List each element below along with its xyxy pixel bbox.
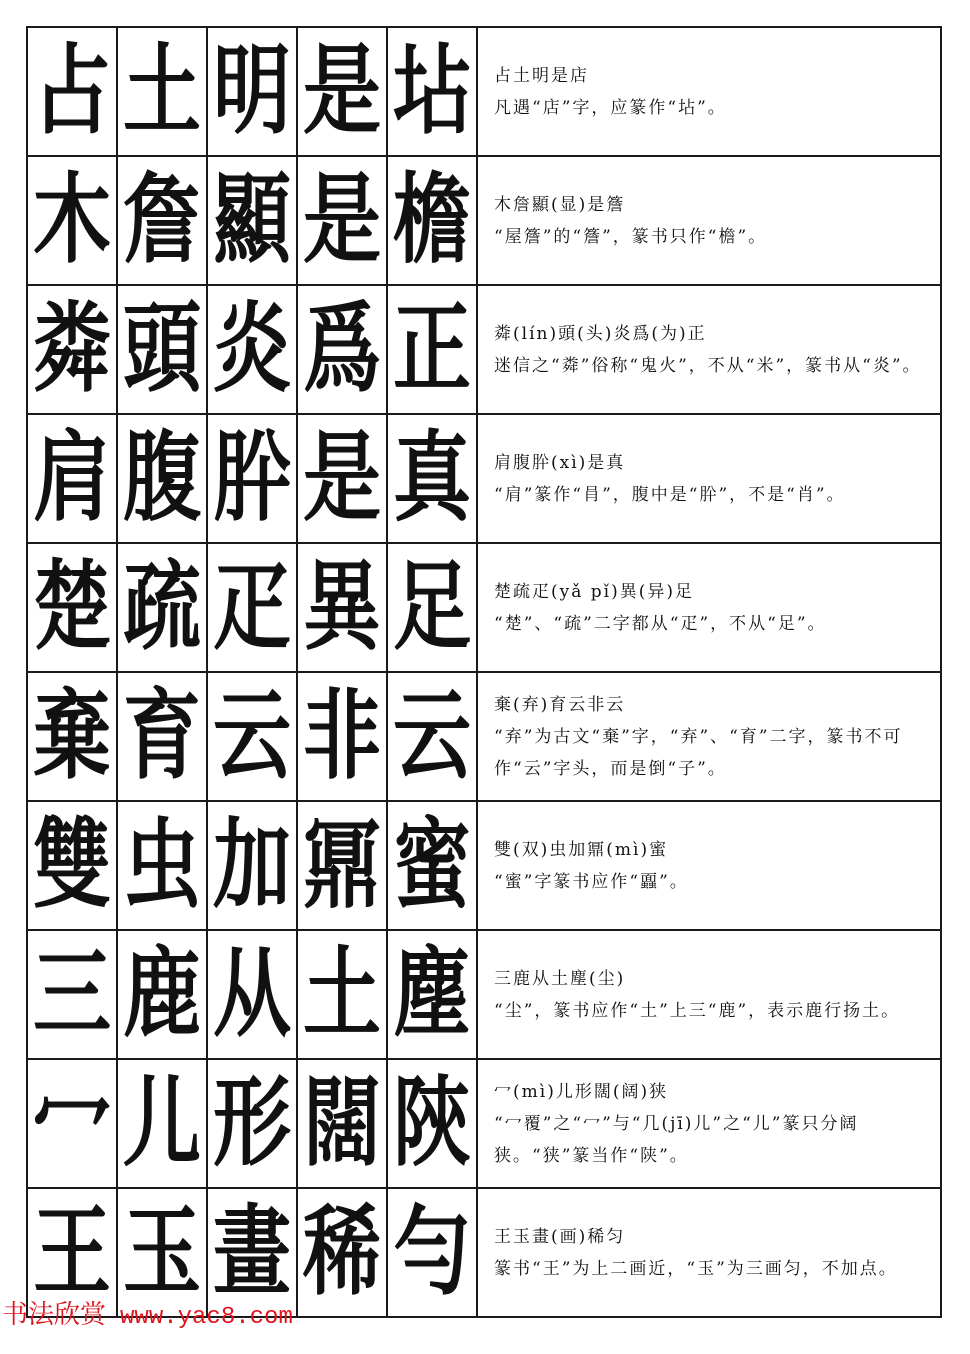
- seal-character-cell: [207, 27, 297, 156]
- seal-character-cell: [117, 27, 207, 156]
- seal-character: 云: [392, 679, 471, 793]
- seal-character: 闊: [302, 1066, 381, 1180]
- seal-character: 鼏: [302, 808, 381, 922]
- seal-character-cell: [207, 672, 297, 801]
- seal-character: 坫: [392, 34, 471, 148]
- seal-character: 加: [212, 808, 291, 922]
- seal-character: 儿: [122, 1066, 201, 1180]
- row-note: “弃”为古文“棄”字，“弃”、“育”二字，篆书不可作“云”字头，而是倒“子”。: [494, 726, 903, 779]
- seal-character: 形: [212, 1066, 291, 1180]
- seal-character-cell: [297, 801, 387, 930]
- row-title: 三鹿从土塵(尘): [494, 968, 626, 989]
- seal-character-cell: [297, 672, 387, 801]
- seal-character: 是: [302, 421, 381, 535]
- seal-character: 肩: [32, 421, 111, 535]
- seal-character: 非: [302, 679, 381, 793]
- seal-character-cell: [387, 1059, 477, 1188]
- row-note: “楚”、“疏”二字都从“疋”，不从“足”。: [494, 613, 827, 634]
- seal-character: 鹿: [122, 937, 201, 1051]
- seal-character-cell: [207, 801, 297, 930]
- seal-character-cell: [117, 543, 207, 672]
- seal-character-cell: [297, 543, 387, 672]
- row-title: 楚疏疋(yǎ pǐ)異(异)足: [494, 581, 694, 602]
- seal-character: 楚: [32, 550, 111, 664]
- seal-character-cell: [387, 285, 477, 414]
- seal-character: 虫: [122, 808, 201, 922]
- seal-character: 稀: [302, 1195, 381, 1309]
- seal-character: 腹: [122, 421, 201, 535]
- description-cell: [477, 285, 941, 414]
- seal-character-cell: [387, 543, 477, 672]
- seal-character-cell: [117, 414, 207, 543]
- seal-character-cell: [297, 156, 387, 285]
- seal-character: 蜜: [392, 808, 471, 922]
- seal-character-cell: [387, 801, 477, 930]
- description-cell: [477, 1059, 941, 1188]
- seal-character-cell: [207, 414, 297, 543]
- description-cell: [477, 543, 941, 672]
- description-cell: [477, 414, 941, 543]
- seal-character-cell: [297, 414, 387, 543]
- seal-character-cell: [387, 414, 477, 543]
- row-title: 冖(mì)儿形闊(阔)狭: [494, 1081, 669, 1102]
- seal-character: 塵: [392, 937, 471, 1051]
- row-title: 粦(lín)頭(头)炎爲(为)正: [494, 323, 707, 344]
- seal-character: 是: [302, 34, 381, 148]
- seal-character: 棄: [32, 679, 111, 793]
- table-row: [27, 285, 941, 414]
- seal-character-cell: [27, 930, 117, 1059]
- seal-character: 冖: [32, 1066, 111, 1180]
- seal-character-cell: [207, 543, 297, 672]
- row-note: “冖覆”之“冖”与“几(jī)儿”之“儿”篆只分阔狭。“狭”篆当作“陕”。: [494, 1113, 859, 1166]
- seal-character: 三: [32, 937, 111, 1051]
- seal-character: 粦: [32, 292, 111, 406]
- seal-character: 占: [32, 34, 111, 148]
- row-title: 占土明是店: [494, 65, 589, 86]
- table-row: [27, 1059, 941, 1188]
- seal-character: 足: [392, 550, 471, 664]
- seal-character: 勻: [392, 1195, 471, 1309]
- seal-character-cell: [297, 27, 387, 156]
- seal-character-cell: [27, 27, 117, 156]
- seal-character: 是: [302, 163, 381, 277]
- table-row: [27, 27, 941, 156]
- seal-character: 玉: [122, 1195, 201, 1309]
- row-title: 王玉畫(画)稀匀: [494, 1226, 626, 1247]
- seal-character-cell: [117, 156, 207, 285]
- seal-character-cell: [297, 1188, 387, 1317]
- seal-character: 爲: [302, 292, 381, 406]
- seal-character: 詹: [122, 163, 201, 277]
- seal-character-cell: [387, 1188, 477, 1317]
- seal-character-cell: [27, 543, 117, 672]
- description-cell: [477, 156, 941, 285]
- row-title: 棄(弃)育云非云: [494, 694, 626, 715]
- table-row: [27, 156, 941, 285]
- description-cell: [477, 1188, 941, 1317]
- seal-character-cell: [117, 801, 207, 930]
- seal-character-cell: [387, 672, 477, 801]
- seal-character-cell: [117, 930, 207, 1059]
- watermark-label: 书法欣赏: [2, 1300, 107, 1330]
- seal-character-cell: [297, 285, 387, 414]
- description-cell: [477, 801, 941, 930]
- seal-character: 畫: [212, 1195, 291, 1309]
- seal-character: 異: [302, 550, 381, 664]
- seal-character-cell: [207, 1059, 297, 1188]
- seal-character-cell: [117, 672, 207, 801]
- seal-character: 土: [302, 937, 381, 1051]
- description-cell: [477, 930, 941, 1059]
- seal-character-cell: [297, 1059, 387, 1188]
- seal-character: 土: [122, 34, 201, 148]
- seal-character: 正: [392, 292, 471, 406]
- seal-character: 頭: [122, 292, 201, 406]
- row-title: 肩腹肸(xì)是真: [494, 452, 626, 473]
- row-note: “尘”，篆书应作“土”上三“鹿”，表示鹿行扬土。: [494, 1000, 901, 1021]
- seal-script-table: [26, 26, 942, 1318]
- row-note: 篆书“王”为上二画近，“玉”为三画匀，不加点。: [494, 1258, 898, 1279]
- seal-character: 育: [122, 679, 201, 793]
- row-note: “肩”篆作“肙”，腹中是“肸”，不是“肖”。: [494, 484, 846, 505]
- seal-character: 炎: [212, 292, 291, 406]
- seal-character-cell: [27, 156, 117, 285]
- description-cell: [477, 672, 941, 801]
- row-note: 迷信之“粦”俗称“鬼火”，不从“米”，篆书从“炎”。: [494, 355, 922, 376]
- seal-character-cell: [117, 1059, 207, 1188]
- seal-character: 顯: [212, 163, 291, 277]
- seal-character: 陝: [392, 1066, 471, 1180]
- seal-character-cell: [387, 156, 477, 285]
- seal-character-cell: [27, 414, 117, 543]
- seal-character-cell: [207, 285, 297, 414]
- seal-character-cell: [27, 801, 117, 930]
- watermark: [2, 1294, 293, 1331]
- seal-character: 从: [212, 937, 291, 1051]
- table-row: [27, 543, 941, 672]
- seal-character-cell: [297, 930, 387, 1059]
- seal-character-cell: [207, 930, 297, 1059]
- row-title: 雙(双)虫加鼏(mì)蜜: [494, 839, 669, 860]
- row-note: “屋簷”的“簷”，篆书只作“檐”。: [494, 226, 768, 247]
- table-row: [27, 672, 941, 801]
- seal-character-cell: [27, 672, 117, 801]
- seal-character-cell: [387, 930, 477, 1059]
- table-row: [27, 801, 941, 930]
- seal-character: 檐: [392, 163, 471, 277]
- seal-character: 雙: [32, 808, 111, 922]
- seal-character: 木: [32, 163, 111, 277]
- row-title: 木詹顯(显)是簷: [494, 194, 626, 215]
- seal-character-cell: [387, 27, 477, 156]
- seal-character: 肸: [212, 421, 291, 535]
- seal-character: 明: [212, 34, 291, 148]
- seal-character: 真: [392, 421, 471, 535]
- seal-character-cell: [27, 285, 117, 414]
- seal-character: 云: [212, 679, 291, 793]
- seal-character-cell: [27, 1059, 117, 1188]
- watermark-url: www.yac8.com: [120, 1304, 293, 1331]
- description-cell: [477, 27, 941, 156]
- seal-character: 疋: [212, 550, 291, 664]
- row-note: “蜜”字篆书应作“蠠”。: [494, 871, 689, 892]
- seal-character-cell: [207, 156, 297, 285]
- seal-character: 王: [32, 1195, 111, 1309]
- row-note: 凡遇“店”字，应篆作“坫”。: [494, 97, 727, 118]
- table-row: [27, 930, 941, 1059]
- seal-character-cell: [117, 285, 207, 414]
- seal-character: 疏: [122, 550, 201, 664]
- table-row: [27, 414, 941, 543]
